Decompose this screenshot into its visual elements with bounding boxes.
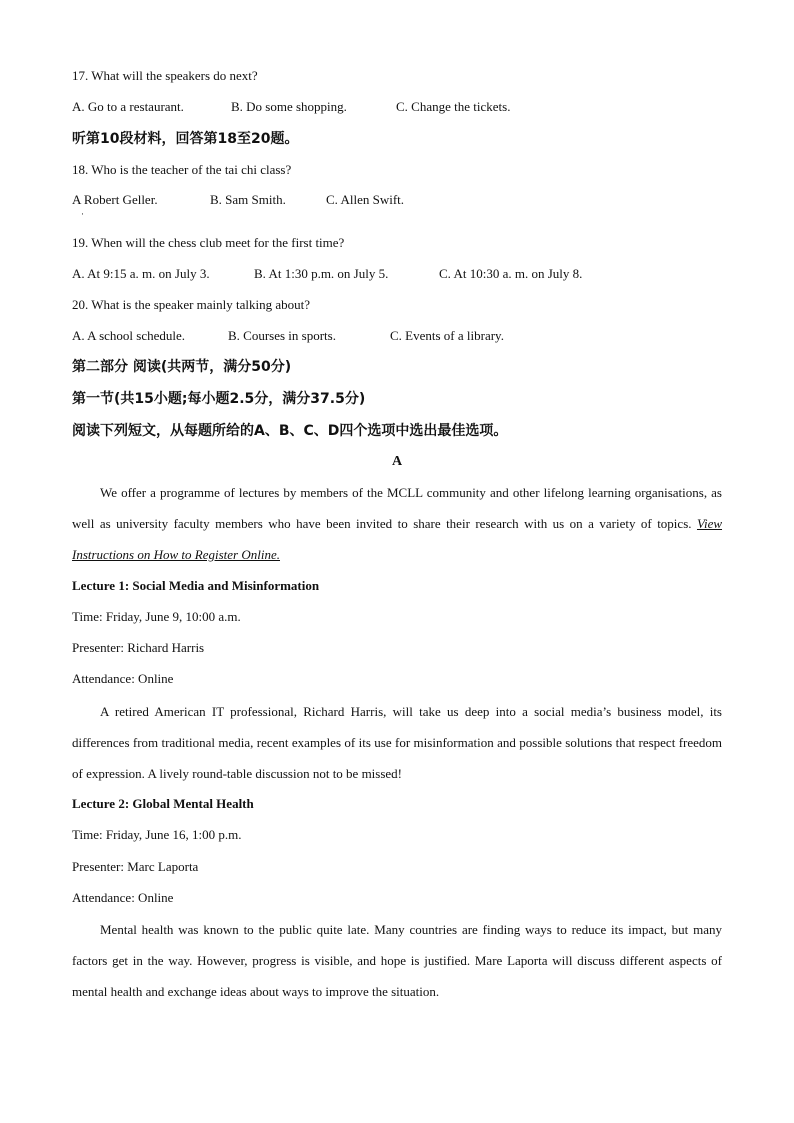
lecture-2-body-text: Mental health was known to the public quite late. Many countries are finding ways to reduce its impact, but many factors get in the way. However, progress is visible, and hope is justified. Mare Laporta will discuss different aspects of mental health and exchange ideas about ways to improve the situation. [72,922,722,999]
lecture-2-title: Lecture 2: Global Mental Health [72,796,254,811]
reading-instruction: 阅读下列短文，从每题所给的A、B、C、D四个选项中选出最佳选项。 [72,423,508,439]
lecture-2-attendance: Attendance: Online [72,890,174,905]
intro-text: We offer a programme of lectures by members of the MCLL community and other lifelong learning organisations, as well as university faculty members who have been invited to share their research with us on a variety of topics. [72,485,722,531]
option-b: B. Sam Smith. [210,192,286,207]
option-a: A. At 9:15 a. m. on July 3. [72,266,210,281]
lecture-2-time: Time: Friday, June 16, 1:00 p.m. [72,827,242,842]
option-b: B. Do some shopping. [231,99,347,114]
option-c: C. At 10:30 a. m. on July 8. [439,266,583,281]
lecture-1-attendance: Attendance: Online [72,671,174,686]
stray-dot: · [81,209,84,219]
question-17: 17. What will the speakers do next? [72,68,258,83]
option-b: B. Courses in sports. [228,328,336,343]
option-c: C. Events of a library. [390,328,504,343]
option-a: A Robert Geller. [72,192,158,207]
option-c: C. Change the tickets. [396,99,511,114]
passage-letter: A [391,454,403,469]
section-1-heading: 第一节(共15小题;每小题2.5分，满分37.5分) [72,391,366,407]
lecture-2-presenter: Presenter: Marc Laporta [72,859,199,874]
section-10-heading: 听第10段材料，回答第18至20题。 [72,131,299,147]
passage-intro [72,477,722,570]
lecture-1-time: Time: Friday, June 9, 10:00 a.m. [72,609,241,624]
option-a: A. A school schedule. [72,328,186,343]
register-link[interactable]: View Instructions on How to Register Online. [72,516,723,562]
lecture-1-body [72,696,722,789]
option-c: C. Allen Swift. [326,192,405,207]
question-19: 19. When will the chess club meet for the first time? [72,235,345,250]
lecture-2-body [72,914,722,1007]
option-a: A. Go to a restaurant. [72,99,184,114]
question-18: 18. Who is the teacher of the tai chi class? [72,162,292,177]
lecture-1-presenter: Presenter: Richard Harris [72,640,205,655]
part-2-heading: 第二部分 阅读(共两节，满分50分) [72,359,292,375]
lecture-1-body-text: A retired American IT professional, Richard Harris, will take us deep into a social media’s business model, its differences from traditional media, recent examples of its use for misinformation and possible solutions that respect freedom of expression. A lively round-table discussion not to be missed! [72,704,722,781]
option-b: B. At 1:30 p.m. on July 5. [254,266,389,281]
question-20: 20. What is the speaker mainly talking about? [72,297,311,312]
lecture-1-title: Lecture 1: Social Media and Misinformation [72,578,320,593]
